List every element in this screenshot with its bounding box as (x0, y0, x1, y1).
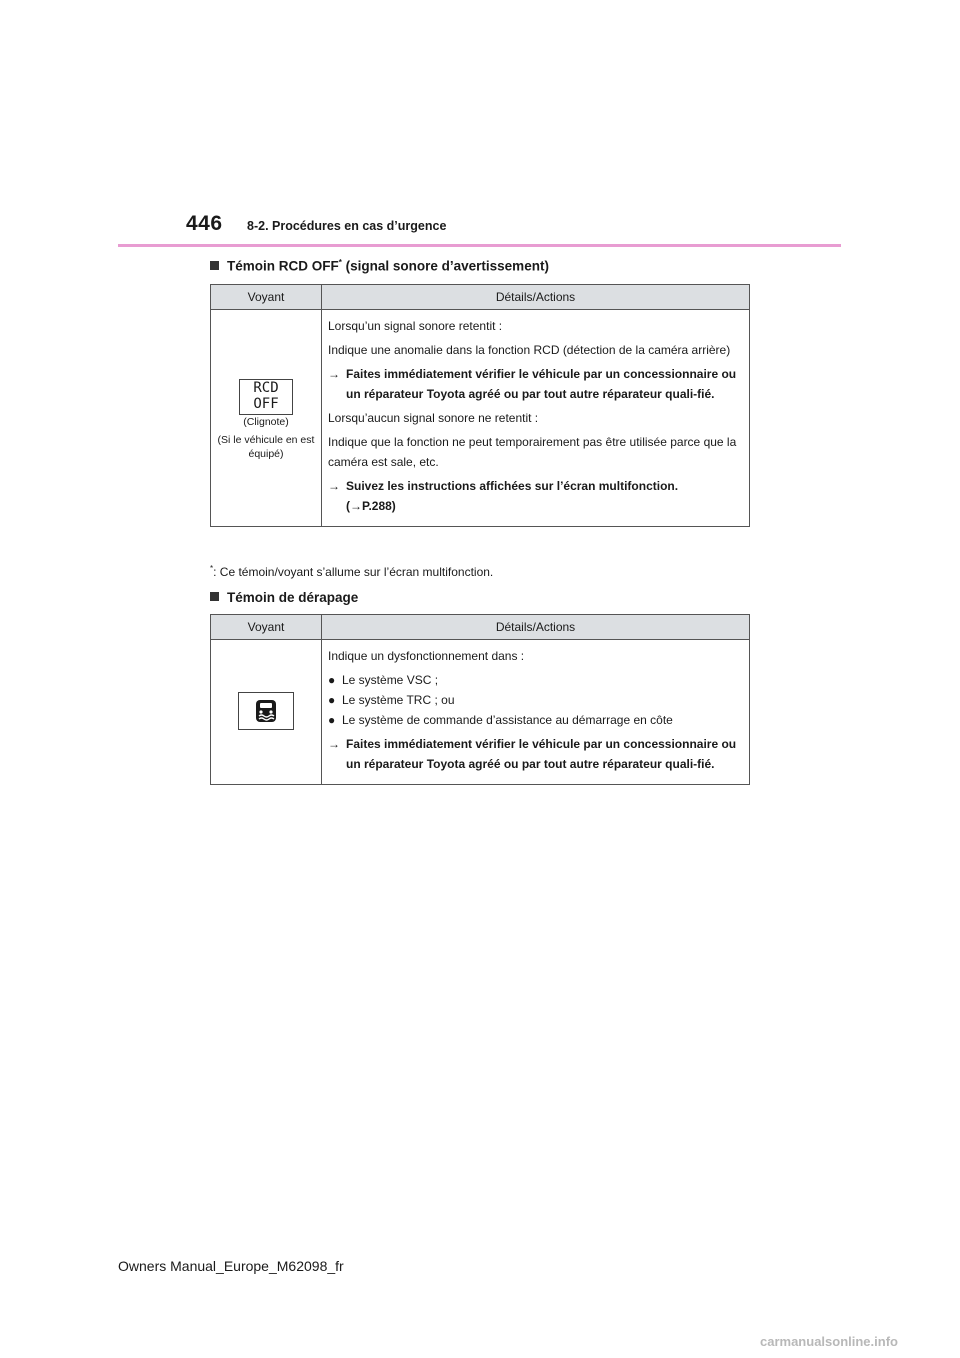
action-text: Faites immédiatement vérifier le véhicule par un concessionnaire ou un réparateur Toyota agréé ou par tout autre réparateur quali-fié. (346, 737, 737, 771)
action-text: Faites immédiatement vérifier le véhicule par un concessionnaire ou un réparateur Toyota agréé ou par tout autre réparateur quali-fié. (346, 367, 737, 401)
rcd-icon-line-1: RCD (253, 380, 279, 396)
table-row (211, 640, 750, 785)
rcd-off-table (210, 284, 750, 527)
col-header-light: Voyant (211, 615, 322, 640)
arrow-icon: → (328, 479, 340, 493)
footer-text: Owners Manual_Europe_M62098_fr (118, 1258, 344, 1274)
icon-cell (211, 310, 322, 527)
detail-text: Lorsqu’aucun signal sonore ne retentit : (328, 411, 539, 425)
col-header-details: Détails/Actions (322, 615, 750, 640)
list-item-text: Le système TRC ; ou (342, 693, 455, 707)
col-header-light: Voyant (211, 285, 322, 310)
action-text (346, 476, 678, 516)
detail-text: Indique que la fonction ne peut temporairement pas être utilisée parce que la caméra est sale, etc. (328, 435, 737, 469)
section-title-rcd-off (210, 258, 549, 274)
list-item (328, 690, 743, 710)
bullet-icon: ● (328, 673, 336, 687)
slip-indicator-svg (239, 693, 293, 729)
list-item-text: Le système VSC ; (342, 673, 439, 687)
footnote (210, 564, 493, 579)
table-row (211, 310, 750, 527)
list-item-text: Le système de commande d’assistance au démarrage en côte (342, 713, 673, 727)
page-number: 446 (186, 212, 223, 235)
arrow-icon: → (328, 367, 340, 381)
table-header-row (211, 615, 750, 640)
table-header-row (211, 285, 750, 310)
slip-indicator-table (210, 614, 750, 785)
chapter-title: 8-2. Procédures en cas d’urgence (247, 219, 447, 233)
rcd-icon-line-2: OFF (253, 396, 279, 412)
watermark: carmanualsonline.info (760, 1334, 898, 1349)
square-bullet-icon (210, 261, 219, 270)
footnote-text: : Ce témoin/voyant s’allume sur l’écran multifonction. (213, 565, 494, 579)
slip-indicator-icon (238, 692, 294, 730)
page-reference-link[interactable]: (→P.288) (346, 499, 396, 513)
icon-note-if-equipped: (Si le véhicule en est équipé) (217, 434, 315, 460)
action-row (328, 476, 743, 516)
col-header-details: Détails/Actions (322, 285, 750, 310)
action-row (328, 734, 743, 774)
detail-text: Indique une anomalie dans la fonction RCD (détection de la caméra arrière) (328, 343, 731, 357)
list-item (328, 670, 743, 690)
footnote-mark: * (338, 258, 342, 267)
details-cell (322, 310, 750, 527)
detail-text: Indique un dysfonctionnement dans : (328, 649, 525, 663)
section-title-slip (210, 590, 358, 605)
action-instruction: Suivez les instructions affichées sur l’écran multifonction. (346, 479, 679, 493)
rcd-off-warning-icon (239, 379, 293, 415)
icon-note-blinks: (Clignote) (243, 416, 289, 428)
section-title-text: Témoin RCD OFF (227, 258, 339, 274)
bullet-icon: ● (328, 693, 336, 707)
bullet-icon: ● (328, 713, 336, 727)
details-cell (322, 640, 750, 785)
detail-text: Lorsqu’un signal sonore retentit : (328, 319, 503, 333)
icon-cell (211, 640, 322, 785)
list-item (328, 710, 743, 730)
section-title-suffix: (signal sonore d’avertissement) (341, 258, 549, 274)
action-row (328, 364, 743, 404)
section-title-text: Témoin de dérapage (227, 590, 359, 605)
arrow-icon: → (328, 737, 340, 751)
footnote-mark: * (210, 564, 214, 573)
header-rule (118, 244, 841, 247)
square-bullet-icon (210, 592, 219, 601)
